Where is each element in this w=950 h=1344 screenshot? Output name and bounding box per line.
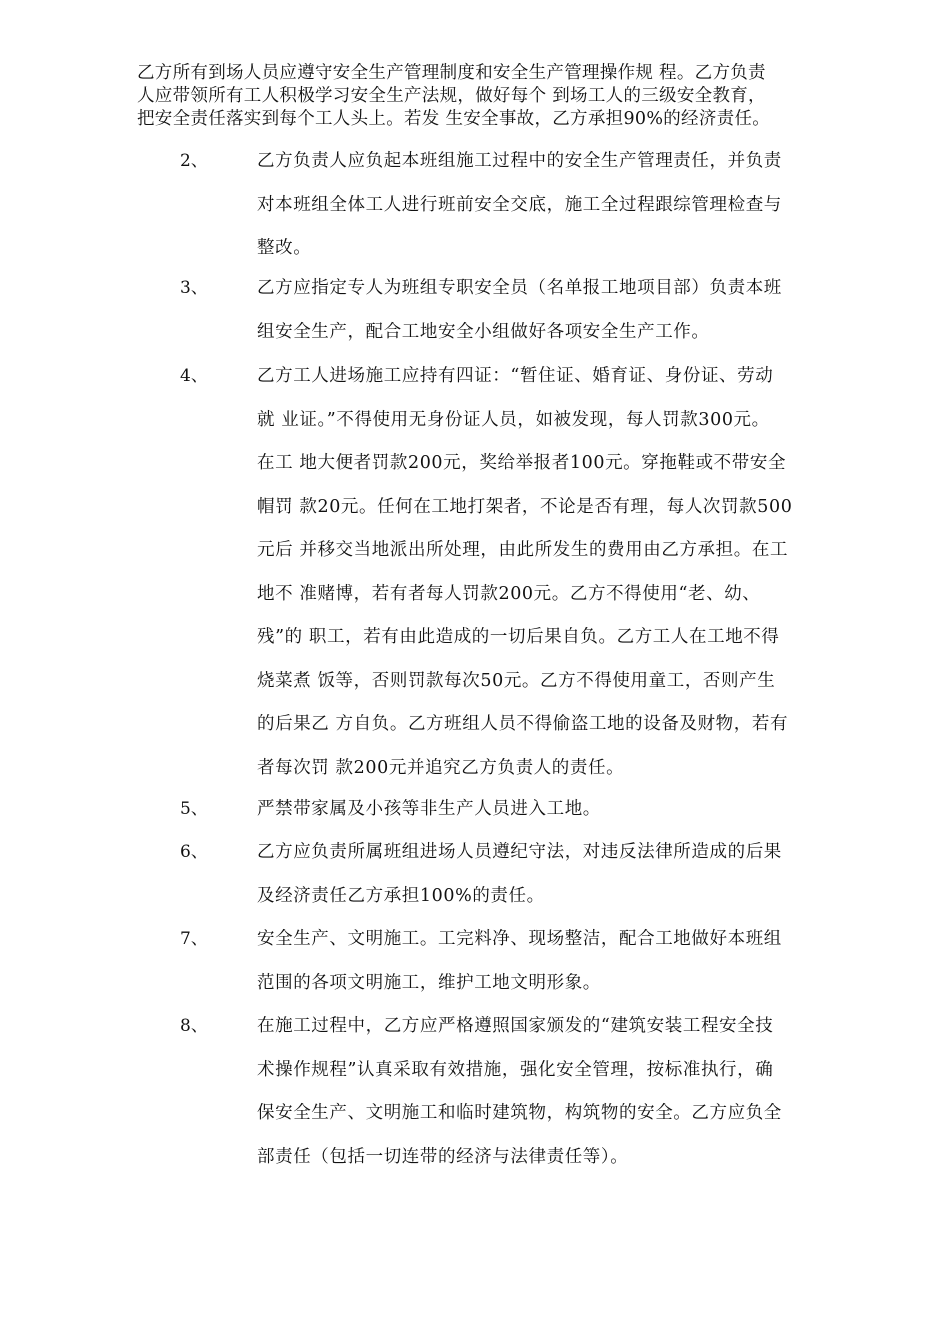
- clause-line: 乙方应指定专人为班组专职安全员（名单报工地项目部）负责本班: [257, 278, 782, 298]
- clause-line: 残”的 职工，若有由此造成的一切后果自负。乙方工人在工地不得: [257, 627, 780, 647]
- clause-text: [257, 918, 829, 1005]
- clause-line: 严禁带家属及小孩等非生产人员进入工地。: [257, 799, 601, 819]
- clause-line: 在工 地大便者罚款200元，奖给举报者100元。穿拖鞋或不带安全: [257, 453, 787, 473]
- clause-text: [257, 788, 829, 832]
- clause-line: 保安全生产、文明施工和临时建筑物，构筑物的安全。乙方应负全: [257, 1103, 782, 1123]
- clause-line: 帽罚 款20元。任何在工地打架者，不论是否有理，每人次罚款500: [257, 496, 793, 517]
- clause-number: 5、: [180, 799, 208, 819]
- clause-text: [257, 267, 829, 354]
- clause-number: 3、: [180, 278, 208, 298]
- intro-line: 乙方所有到场人员应遵守安全生产管理制度和安全生产管理操作规 程。乙方负责: [137, 63, 766, 83]
- clause-line: 的后果乙 方自负。乙方班组人员不得偷盗工地的设备及财物，若有: [257, 714, 789, 734]
- intro-line: 人应带领所有工人积极学习安全生产法规，做好每个 到场工人的三级安全教育，: [137, 86, 766, 106]
- clause-text: [257, 355, 829, 790]
- clause-text: [257, 831, 829, 918]
- clause-line: 乙方工人进场施工应持有四证：“暂住证、婚育证、身份证、劳动: [257, 366, 774, 386]
- clause-line: 元后 并移交当地派出所处理，由此所发生的费用由乙方承担。在工: [257, 540, 789, 560]
- clause-text: [257, 140, 829, 271]
- clause-line: 部责任（包括一切连带的经济与法律责任等）。: [257, 1146, 629, 1167]
- clause-line: 范围的各项文明施工，维护工地文明形象。: [257, 972, 601, 993]
- clause-line: 者每次罚 款200元并追究乙方负责人的责任。: [257, 757, 625, 778]
- clause-line: 乙方负责人应负起本班组施工过程中的安全生产管理责任，并负责: [257, 151, 782, 171]
- clause-number: 8、: [180, 1016, 208, 1036]
- clause-line: 地不 准赌博，若有者每人罚款200元。乙方不得使用“老、幼、: [257, 583, 761, 604]
- clause-number: 2、: [180, 151, 208, 171]
- clause-line: 就 业证。”不得使用无身份证人员，如被发现，每人罚款300元。: [257, 409, 770, 430]
- intro-paragraph: [137, 62, 827, 131]
- clause-line: 组安全生产，配合工地安全小组做好各项安全生产工作。: [257, 321, 710, 342]
- clause-line: 烧菜煮 饭等，否则罚款每次50元。乙方不得使用童工，否则产生: [257, 670, 776, 691]
- clause-number: 7、: [180, 929, 208, 949]
- intro-line: 把安全责任落实到每个工人头上。若发 生安全事故，乙方承担90%的经济责任。: [137, 109, 771, 129]
- clause-line: 整改。: [257, 238, 312, 258]
- clause-text: [257, 1005, 829, 1179]
- clause-line: 及经济责任乙方承担100%的责任。: [257, 885, 545, 906]
- clause-line: 术操作规程”认真采取有效措施，强化安全管理，按标准执行，确: [257, 1059, 774, 1080]
- clause-line: 对本班组全体工人进行班前安全交底，施工全过程跟综管理检查与: [257, 194, 782, 215]
- clause-number: 4、: [180, 366, 208, 386]
- clause-line: 安全生产、文明施工。工完料净、现场整洁，配合工地做好本班组: [257, 929, 782, 949]
- clause-line: 在施工过程中，乙方应严格遵照国家颁发的“建筑安装工程安全技: [257, 1016, 774, 1036]
- clause-number: 6、: [180, 842, 208, 862]
- clause-line: 乙方应负责所属班组进场人员遵纪守法，对违反法律所造成的后果: [257, 842, 782, 862]
